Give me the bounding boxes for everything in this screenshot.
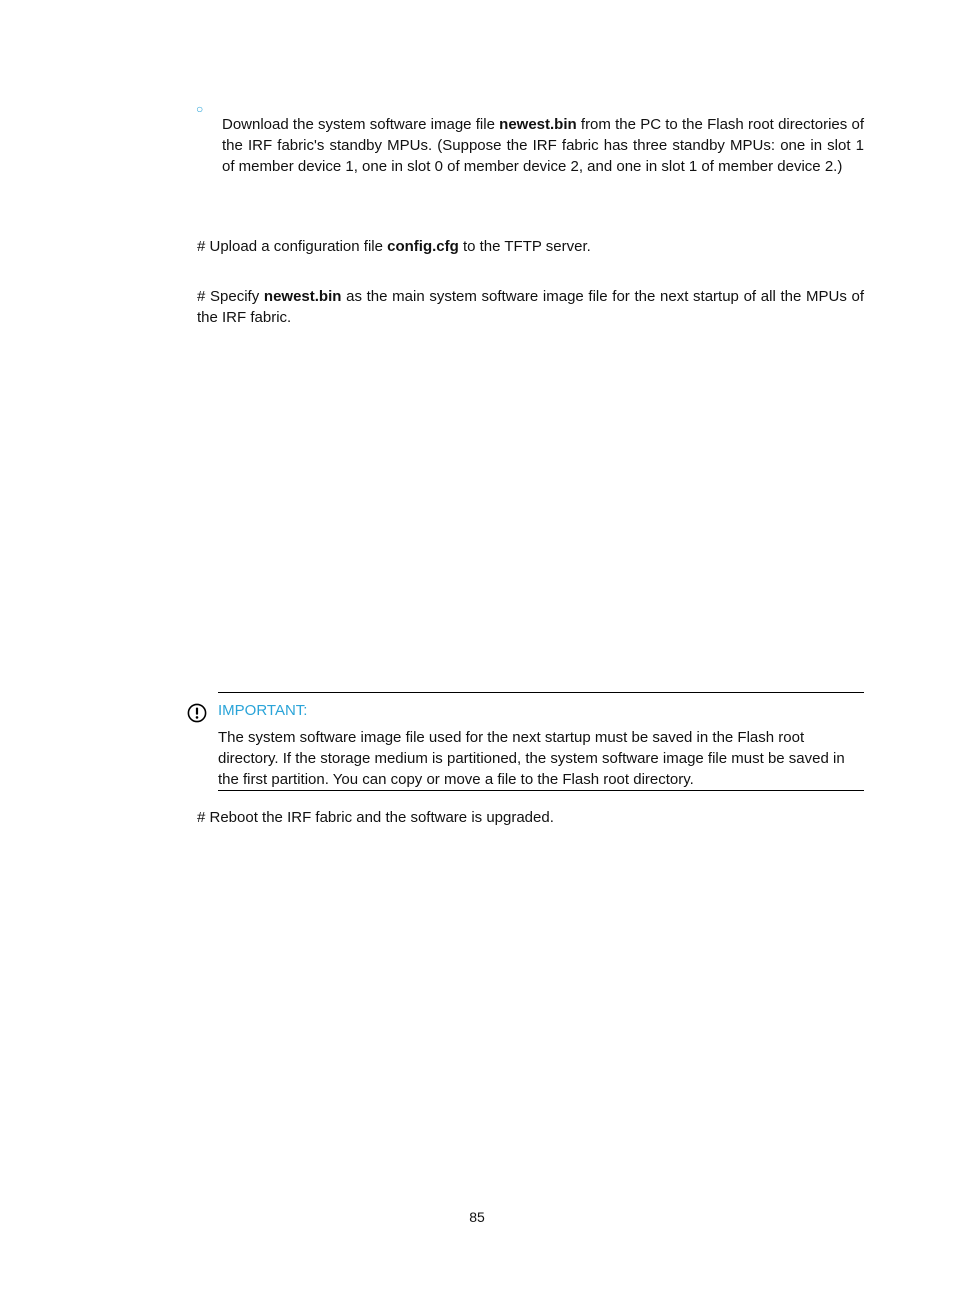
bullet-marker: ○ — [196, 102, 204, 116]
paragraph-reboot: # Reboot the IRF fabric and the software is upgraded. — [197, 809, 554, 826]
exclamation-circle-icon — [187, 703, 207, 723]
page-number: 85 — [469, 1209, 485, 1225]
paragraph-upload-config: # Upload a configuration file config.cfg to the TFTP server. — [197, 238, 591, 255]
note-bottom-rule — [218, 790, 864, 791]
paragraph-specify-image: # Specify newest.bin as the main system software image file for the next startup of all the MPUs of the IRF fabric. — [197, 288, 865, 326]
note-title: IMPORTANT: — [218, 702, 308, 719]
important-note — [187, 692, 864, 792]
filename-bold: newest.bin — [499, 116, 577, 133]
filename-bold: newest.bin — [263, 288, 342, 305]
note-top-rule — [218, 692, 864, 693]
filename-bold: config.cfg — [387, 238, 459, 255]
note-text: The system software image file used for the next startup must be saved in the Flash root directory. If the storage medium is partitioned, the system software image file must be saved in the first partition. You can copy or move a file to the Flash root directory. — [218, 729, 845, 788]
bullet-text: Download the system software image file newest.bin from the PC to the Flash root directories of the IRF fabric's standby MPUs. (Suppose the IRF fabric has three standby MPUs: one in slot 1 of member device 1, one in slot 0 of member device 2, and one in slot 1 of member device 2.) — [222, 116, 864, 175]
